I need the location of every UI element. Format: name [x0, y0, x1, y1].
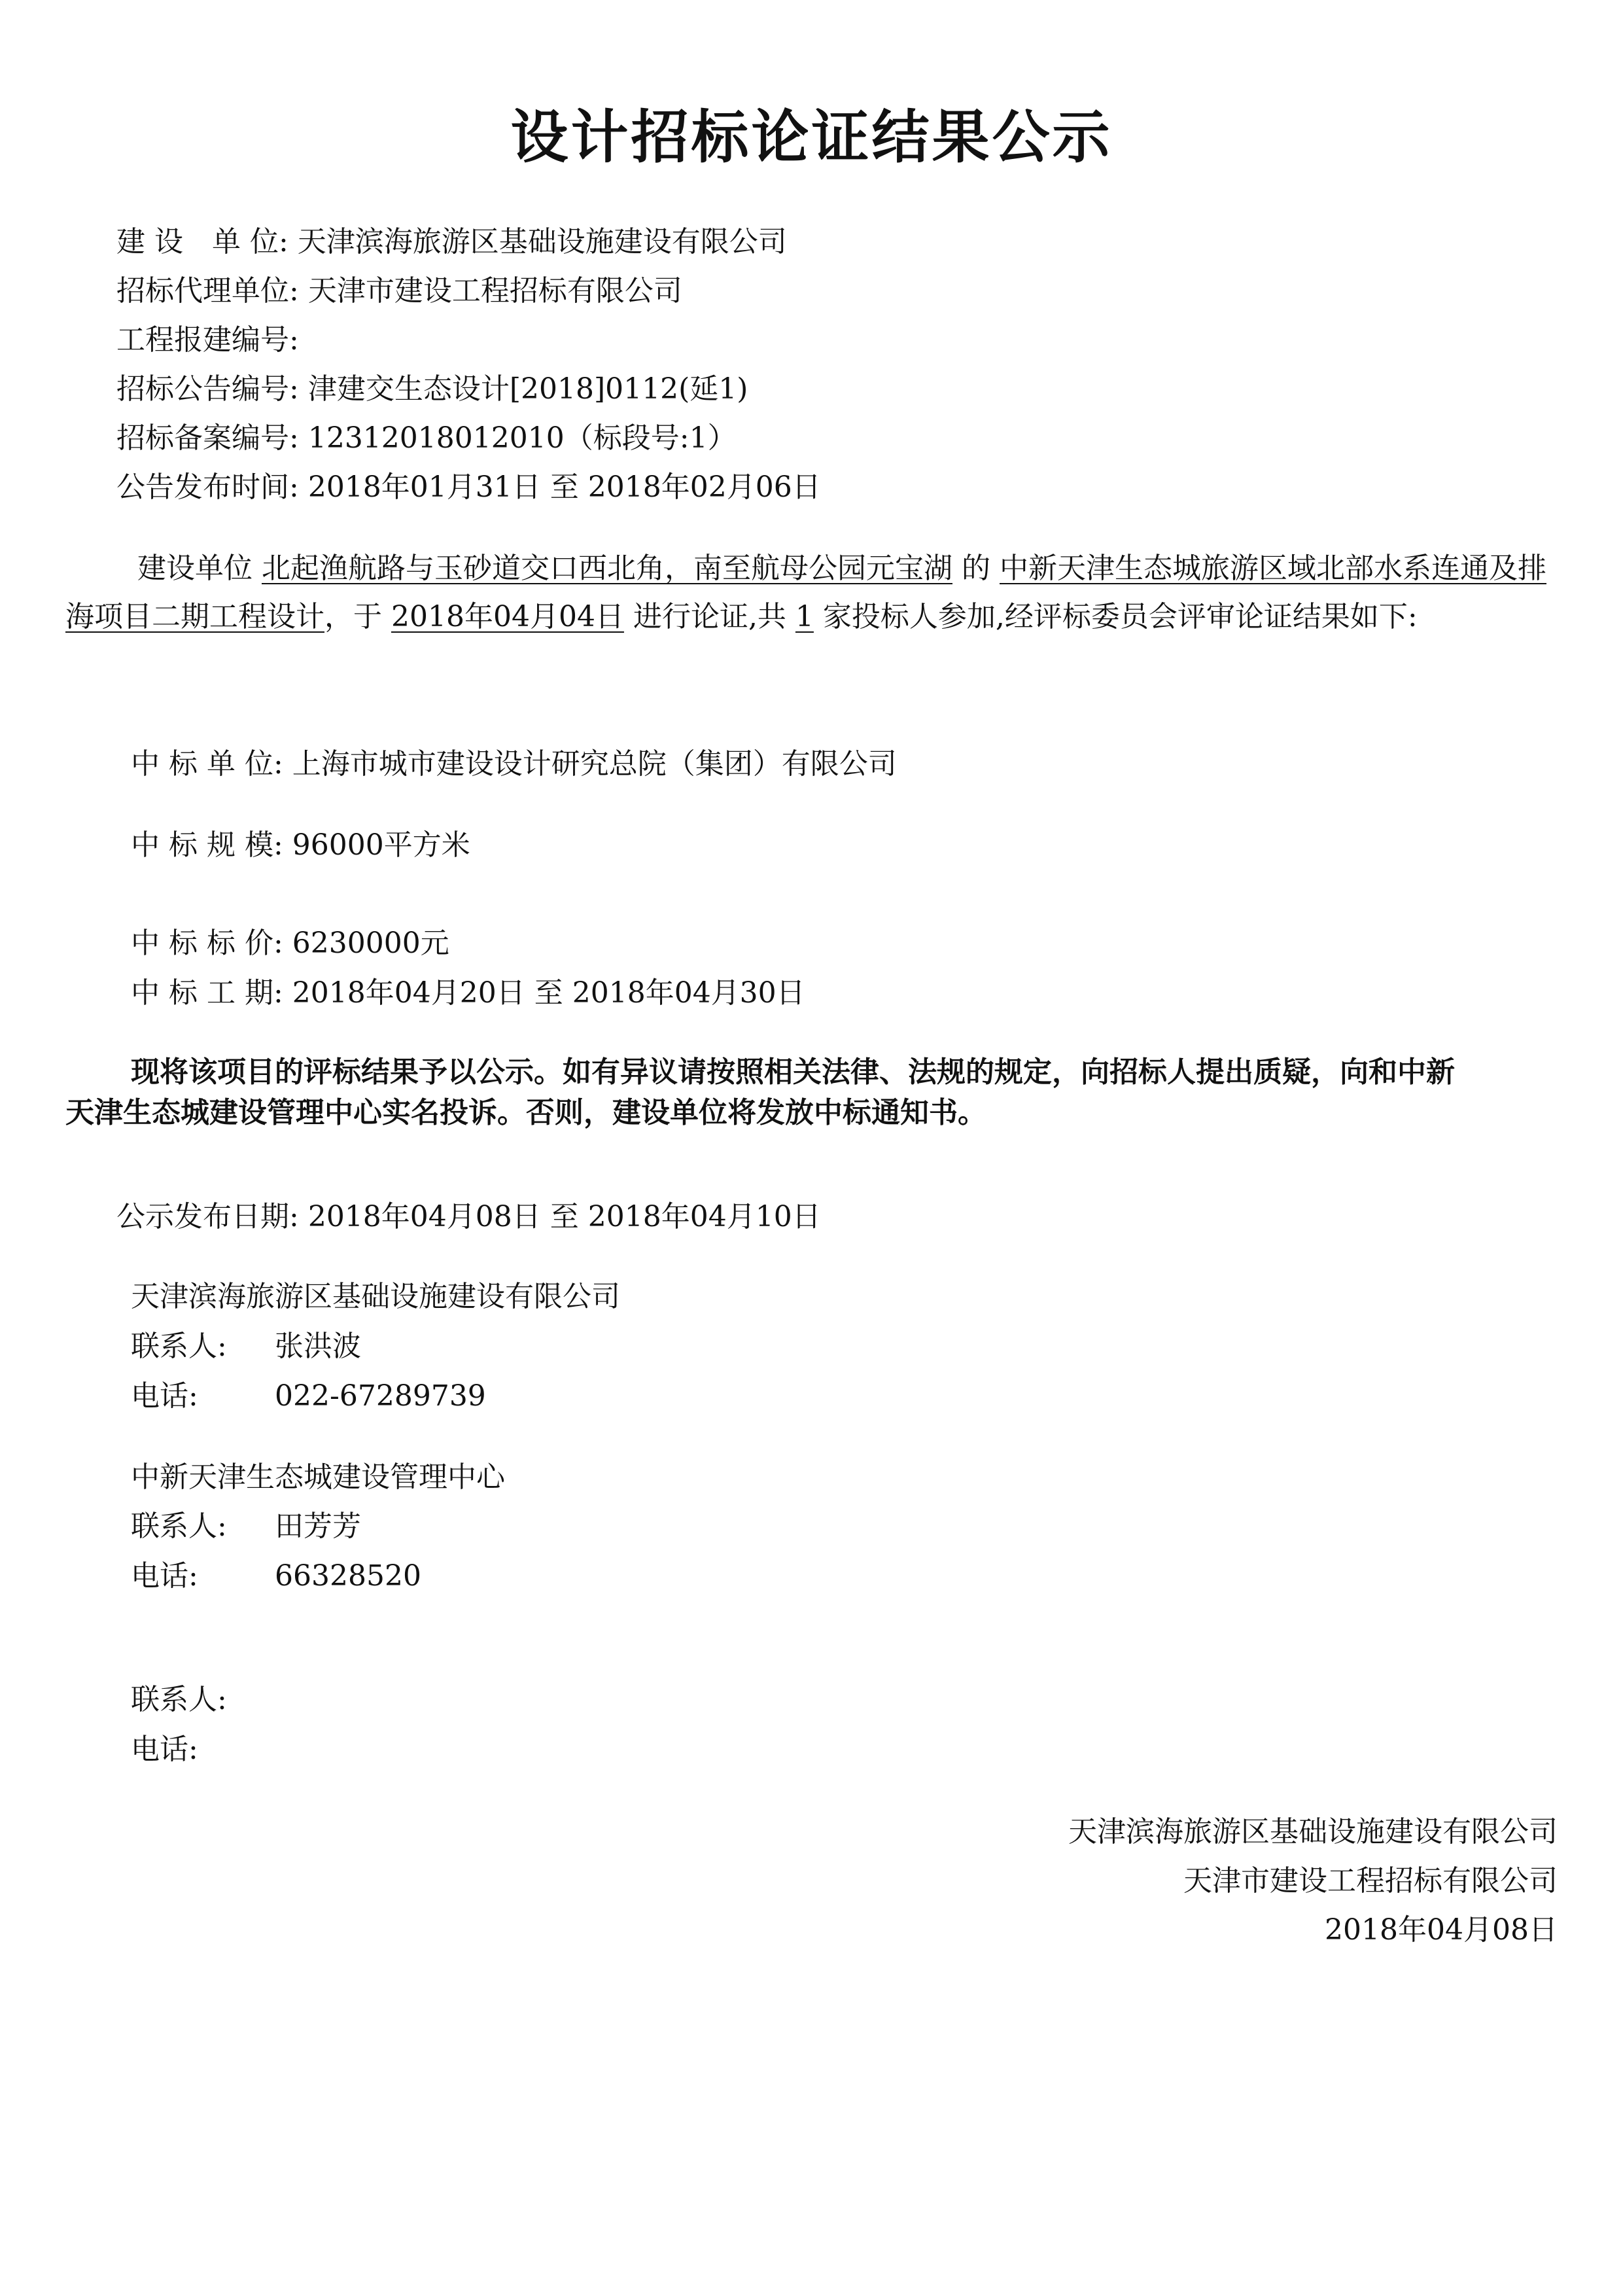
- intro-text-4: 进行论证,共: [623, 600, 795, 633]
- intro-text-1: 建设单位: [137, 552, 262, 585]
- scale-label: 中 标 规 模:: [131, 828, 283, 862]
- signature-date: 2018年04月08日: [1325, 1913, 1558, 1947]
- intro-count: 1: [795, 600, 814, 633]
- intro-project: 中新天津生态城旅游区域北部水系连通及排海项目二期工程设计: [65, 552, 1546, 633]
- notice-no-row: [116, 370, 748, 409]
- builder-value: 天津滨海旅游区基础设施建设有限公司: [297, 225, 787, 258]
- agent-label: 招标代理单位:: [116, 274, 299, 308]
- winner-row: [131, 745, 897, 784]
- publicity-date-row: [116, 1197, 821, 1237]
- scale-value: 96000平方米: [292, 828, 470, 862]
- page-title: 设计招标论证结果公示: [510, 103, 1113, 171]
- publicity-date-label: 公示发布日期:: [116, 1200, 299, 1233]
- contact-1-person: 张洪波: [275, 1330, 361, 1363]
- price-row: [131, 924, 449, 963]
- contact-3-person-label: 联系人:: [131, 1683, 227, 1716]
- contact-2-person-row: [131, 1507, 361, 1546]
- project-no-row: [116, 321, 299, 360]
- notice-no-value: 津建交生态设计[2018]0112(延1): [307, 372, 748, 406]
- contact-3-phone-label: 电话:: [131, 1733, 198, 1766]
- contact-1-person-label: 联系人:: [131, 1330, 227, 1363]
- contact-1-org: 天津滨海旅游区基础设施建设有限公司: [131, 1280, 620, 1313]
- contact-3-phone-row: [131, 1730, 198, 1769]
- price-label: 中 标 标 价:: [131, 927, 283, 960]
- intro-date: 2018年04月04日: [391, 600, 624, 633]
- record-no-label: 招标备案编号:: [116, 421, 299, 455]
- intro-paragraph: [65, 544, 1570, 641]
- price-value: 6230000元: [292, 927, 449, 960]
- intro-text-3: ，于: [324, 600, 391, 633]
- project-no-label: 工程报建编号:: [116, 323, 299, 357]
- agent-value: 天津市建设工程招标有限公司: [307, 274, 682, 308]
- signature-org-1: 天津滨海旅游区基础设施建设有限公司: [1068, 1815, 1558, 1848]
- notice-no-label: 招标公告编号:: [116, 372, 299, 406]
- contact-2-person: 田芳芳: [275, 1510, 361, 1543]
- contact-2-org: 中新天津生态城建设管理中心: [131, 1460, 505, 1494]
- intro-location: 北起渔航路与玉砂道交口西北角，南至航母公园元宝湖: [262, 552, 952, 585]
- contact-2-phone-label: 电话:: [131, 1559, 198, 1593]
- agent-row: [116, 272, 682, 311]
- contact-1-phone-label: 电话:: [131, 1379, 198, 1413]
- signature-org-2: 天津市建设工程招标有限公司: [1183, 1864, 1558, 1898]
- publish-time-value: 2018年01月31日 至 2018年02月06日: [307, 470, 821, 504]
- record-no-row: [116, 419, 737, 458]
- contact-1-person-row: [131, 1327, 361, 1366]
- contact-2-phone: 66328520: [275, 1559, 421, 1593]
- contact-1-phone: 022-67289739: [275, 1379, 486, 1413]
- contact-2-person-label: 联系人:: [131, 1510, 227, 1543]
- contact-1-phone-row: [131, 1377, 486, 1416]
- publish-time-label: 公告发布时间:: [116, 470, 299, 504]
- contact-3-person-row: [131, 1680, 227, 1720]
- period-value: 2018年04月20日 至 2018年04月30日: [292, 976, 805, 1010]
- publish-time-row: [116, 468, 821, 507]
- publicity-notice: 现将该项目的评标结果予以公示。如有异议请按照相关法律、法规的规定，向招标人提出质疑，向和中新天津生态城建设管理中心实名投诉。否则，建设单位将发放中标通知书。: [65, 1055, 1455, 1129]
- scale-row: [131, 826, 470, 865]
- intro-text-5: 家投标人参加,经评标委员会评审论证结果如下:: [813, 600, 1418, 633]
- builder-label: 建 设 单 位:: [116, 225, 288, 258]
- contact-2-phone-row: [131, 1557, 421, 1596]
- winner-value: 上海市城市建设设计研究总院（集团）有限公司: [292, 747, 897, 781]
- builder-row: [116, 222, 787, 262]
- record-no-value: 12312018012010（标段号:1）: [307, 421, 737, 455]
- winner-label: 中 标 单 位:: [131, 747, 283, 781]
- period-row: [131, 974, 805, 1013]
- period-label: 中 标 工 期:: [131, 976, 283, 1010]
- publicity-date-value: 2018年04月08日 至 2018年04月10日: [307, 1200, 821, 1233]
- intro-text-2: 的: [952, 552, 1000, 585]
